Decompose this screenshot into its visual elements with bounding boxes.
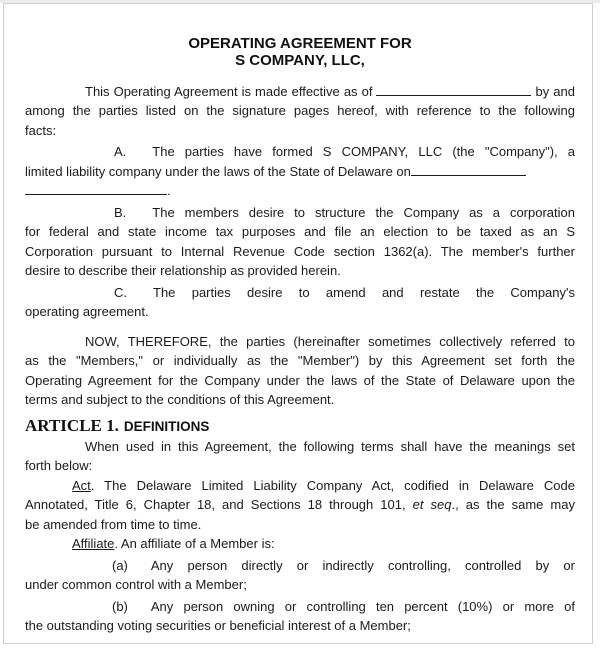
recital-b-line-3: Corporation pursuant to Internal Revenue Code section 1362(a). The member's further xyxy=(25,243,575,259)
recital-a-text: The parties have formed S COMPANY, LLC (the "Company"), a xyxy=(152,144,575,159)
definitions-intro-text: When used in this Agreement, the following terms shall have the meanings set xyxy=(85,438,575,454)
definitions-intro-line-2: forth below: xyxy=(25,458,93,473)
intro-line-3: facts: xyxy=(25,122,57,138)
article-1-title: DEFINITIONS xyxy=(123,418,210,434)
recital-b-label: B. xyxy=(114,204,127,220)
formation-date-blank-2 xyxy=(25,182,167,195)
now-therefore-line-2: as the "Members," or individually as the "Member") by this Agreement set forth the xyxy=(25,353,575,368)
intro-line-1 xyxy=(25,82,575,102)
def-act-text-2a: Annotated, Title 6, Chapter 18, and Sections 18 through 101, xyxy=(25,497,406,512)
item-a-label: (a) xyxy=(112,557,128,573)
def-affiliate-term: Affiliate xyxy=(72,536,115,551)
now-therefore-line-3: Operating Agreement for the Company under the laws of the State of Delaware upon the xyxy=(25,372,575,388)
recital-b-line-2: for federal and state income tax purposes and file an election to be taxed as an S xyxy=(25,224,575,239)
effective-date-blank xyxy=(376,83,531,96)
def-act-line-2 xyxy=(25,495,575,515)
document-content xyxy=(25,30,575,636)
now-therefore-text: NOW, THEREFORE, the parties (hereinafter sometimes collectively referred to xyxy=(85,333,575,349)
def-act-et-seq: et seq xyxy=(412,497,452,512)
recital-a-text-2: limited liability company under the laws of the State of Delaware on xyxy=(25,163,411,179)
intro-text-before-blank: This Operating Agreement is made effective as of xyxy=(85,83,373,99)
recital-a-label: A. xyxy=(114,144,127,159)
recital-c-line-2: operating agreement. xyxy=(25,304,149,319)
recital-a-line-1 xyxy=(25,142,575,162)
item-a-text: Any person directly or indirectly controlling, controlled by or xyxy=(150,557,575,573)
recital-c-label: C. xyxy=(114,284,127,300)
def-act-line-3: be amended from time to time. xyxy=(25,516,202,532)
recital-c-line-1 xyxy=(25,283,575,303)
document-title xyxy=(25,36,575,69)
def-affiliate-line-1 xyxy=(25,534,575,554)
now-therefore-line-1 xyxy=(25,332,575,352)
def-act-term: Act xyxy=(72,477,91,493)
def-affiliate-item-a-line-2: under common control with a Member; xyxy=(25,577,247,592)
def-act-text-2b: ., as the same may xyxy=(451,497,575,512)
def-affiliate-item-b-line-1 xyxy=(25,597,575,617)
recital-a-line-2 xyxy=(25,162,575,182)
def-act-line-1 xyxy=(25,476,575,496)
intro-line-2: among the parties listed on the signature pages hereof, with reference to the following xyxy=(25,103,575,118)
def-affiliate-text: . An affiliate of a Member is: xyxy=(114,536,275,551)
now-therefore-line-4: terms and subject to the conditions of this Agreement. xyxy=(25,392,335,407)
definitions-intro-line-1 xyxy=(25,437,575,457)
def-affiliate-item-a-line-1 xyxy=(25,556,575,576)
article-1-number: ARTICLE 1. xyxy=(25,415,119,435)
document-title-line1: OPERATING AGREEMENT FOR xyxy=(188,35,412,52)
def-affiliate-item-b-line-2: the outstanding voting securities or beneficial interest of a Member; xyxy=(25,618,411,633)
page-top-edge xyxy=(0,0,600,3)
recital-b-line-4: desire to describe their relationship as provided herein. xyxy=(25,263,341,278)
recital-b-line-1 xyxy=(25,203,575,223)
recital-a-period: . xyxy=(167,183,171,198)
def-act-text: . The Delaware Limited Liability Company Act, codified in Delaware Code xyxy=(90,477,575,493)
item-b-text: Any person owning or controlling ten percent (10%) or more of xyxy=(150,598,575,614)
recital-c-text: The parties desire to amend and restate the Company's xyxy=(153,284,575,300)
recital-b-text: The members desire to structure the Company as a corporation xyxy=(152,204,575,220)
formation-date-blank-1 xyxy=(411,163,526,176)
item-b-label: (b) xyxy=(112,598,128,614)
document-title-line2: S COMPANY, LLC, xyxy=(235,51,365,69)
recital-a-line-3 xyxy=(25,181,575,201)
intro-text-after-blank: by and xyxy=(535,83,575,99)
article-1-heading xyxy=(25,416,575,437)
